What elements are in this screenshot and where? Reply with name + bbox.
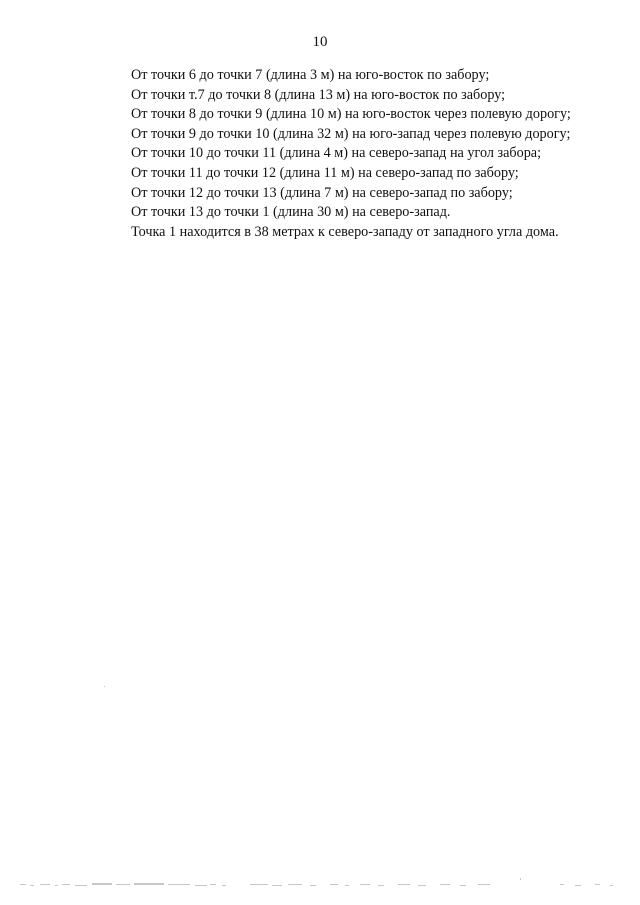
body-line-5: От точки 10 до точки 11 (длина 4 м) на северо-запад на угол забора;	[131, 145, 542, 162]
body-line-3: От точки 8 до точки 9 (длина 10 м) на юго-восток через полевую дорогу;	[131, 106, 571, 123]
page-number: 10	[312, 34, 328, 50]
body-line-6: От точки 11 до точки 12 (длина 11 м) на северо-запад по забору;	[131, 164, 519, 181]
body-line-2: От точки т.7 до точки 8 (длина 13 м) на юго-восток по забору;	[131, 86, 506, 103]
body-line-7: От точки 12 до точки 13 (длина 7 м) на северо-запад по забору;	[131, 184, 513, 201]
body-line-4: От точки 9 до точки 10 (длина 32 м) на юго-запад через полевую дорогу;	[131, 125, 571, 142]
body-line-8: От точки 13 до точки 1 (длина 30 м) на северо-запад.	[131, 204, 451, 221]
document-body	[131, 66, 611, 242]
body-line-1: От точки 6 до точки 7 (длина 3 м) на юго-восток по забору;	[131, 67, 490, 83]
body-line-9: Точка 1 находится в 38 метрах к северо-западу от западного угла дома.	[131, 223, 559, 240]
